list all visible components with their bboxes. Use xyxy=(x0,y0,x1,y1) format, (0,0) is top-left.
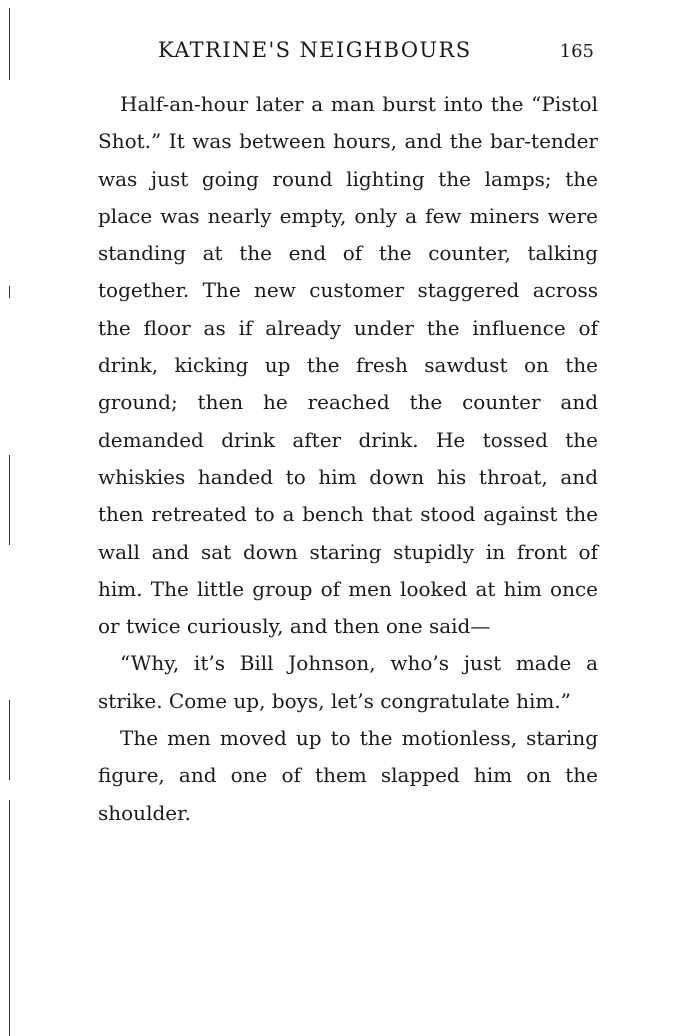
scan-edge-line-top xyxy=(9,8,10,80)
paragraph-1: Half-an-hour later a man burst into the “Pistol Shot.” It was between hours, and the bar-tender was just going round lighting the lamps; the place was nearly empty, only a few miners were standing at the end of the counter, talking together. The new customer staggered across the floor as if already under the influence of drink, kicking up the fresh sawdust on the ground; then he reached the counter and demanded drink after drink. He tossed the whiskies handed to him down his throat, and then retreated to a bench that stood against the wall and sat down staring stupidly in front of him. The little group of men looked at him once or twice curiously, and then one said— xyxy=(98,92,598,639)
scan-edge-line-lower xyxy=(9,700,10,780)
running-head xyxy=(158,38,598,70)
scan-edge-line-bottom xyxy=(9,800,10,1036)
paragraph-2: “Why, it’s Bill Johnson, who’s just made a strike. Come up, boys, let’s congratulate him.” xyxy=(98,651,598,713)
running-title: KATRINE'S NEIGHBOURS xyxy=(158,38,472,62)
body-text xyxy=(98,86,598,832)
paragraph-3: The men moved up to the motionless, staring figure, and one of them slapped him on the shoulder. xyxy=(98,726,598,825)
page-number: 165 xyxy=(559,41,594,62)
scan-edge-line-middle xyxy=(9,455,10,545)
scan-edge-mark xyxy=(9,286,10,298)
